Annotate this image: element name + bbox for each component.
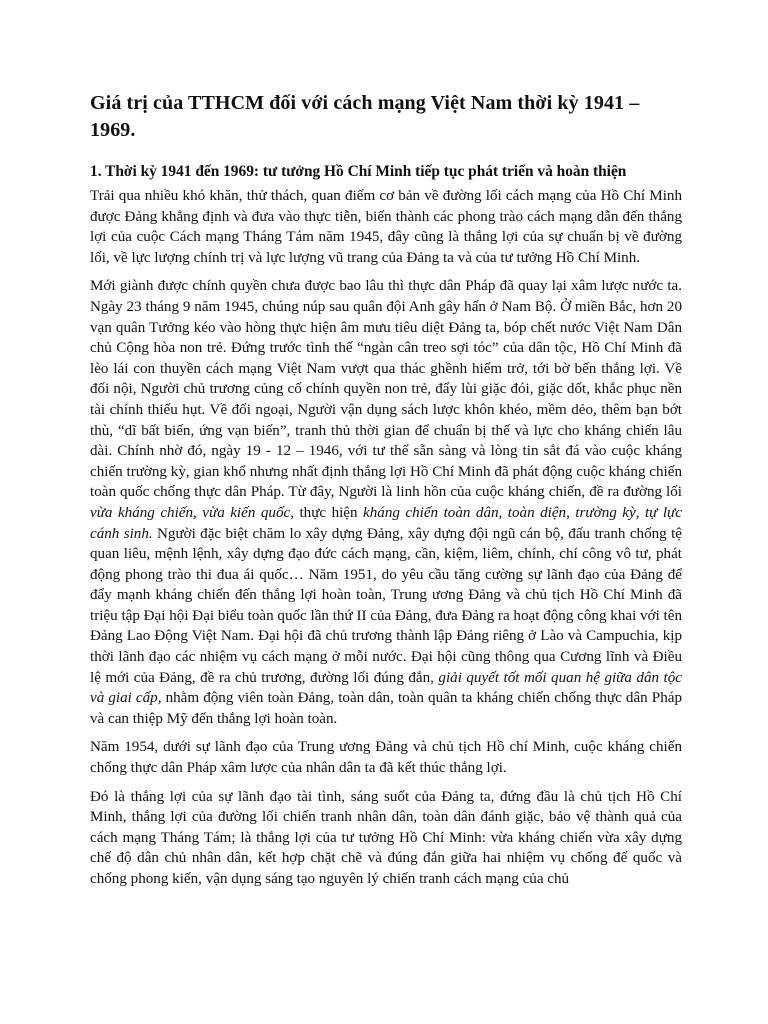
paragraph-2-part-c: thực hiện: [293, 504, 364, 521]
paragraph-3: Năm 1954, dưới sự lãnh đạo của Trung ương Đảng và chủ tịch Hồ chí Minh, cuộc kháng chiến chống thực dân Pháp xâm lược của nhân dân ta đã kết thúc thắng lợi.: [90, 739, 682, 777]
paragraph-4: Đó là thắng lợi của sự lãnh đạo tài tình, sáng suốt của Đảng ta, đứng đầu là chủ tịch Hồ Chí Minh, thắng lợi của đường lối chiến tranh nhân dân, toàn dân đánh giặc, bảo vệ thành quả của cách mạng Tháng Tám; là thắng lợi của tư tưởng Hồ Chí Minh: vừa kháng chiến vừa xây dựng chế độ dân chủ nhân dân, kết hợp chặt chẽ và đúng đắn giữa hai nhiệm vụ chống đế quốc và chống phong kiến, vận dụng sáng tạo nguyên lý chiến tranh cách mạng của chủ: [90, 788, 682, 887]
section-heading: 1. Thời kỳ 1941 đến 1969: tư tưởng Hồ Chí Minh tiếp tục phát triển và hoàn thiện: [90, 163, 627, 180]
paragraph-2-italic-3: giải quyết tốt mối quan hệ giữa dân tộc và giai cấp,: [90, 669, 682, 707]
paragraph-2-part-a: Mới giành được chính quyền chưa được bao lâu thì thực dân Pháp đã quay lại xâm lược nước ta. Ngày 23 tháng 9 năm 1945, chúng núp sau quân đội Anh gây hấn ở Nam Bộ. Ở miền Bắc, hơn 20 vạn quân Tưởng kéo vào hòng thực hiện âm mưu tiêu diệt Đảng ta, bóp chết nước Việt Nam Dân chủ Cộng hòa non trẻ. Đứng trước tình thế “ngàn cân treo sợi tóc” của dân tộc, Hồ Chí Minh đã lèo lái con thuyền cách mạng Việt Nam vượt qua thác ghềnh hiểm trở, tới bờ bến thắng lợi. Về đối nội, Người chủ trương củng cố chính quyền non trẻ, đẩy lùi giặc đói, giặc dốt, khắc phục nền tài chính thiếu hụt. Về đối ngoại, Người vận dụng sách lược khôn khéo, mềm dẻo, thêm bạn bớt thù, “dĩ bất biến, ứng vạn biến”, tranh thủ thời gian để chuẩn bị thế và lực cho kháng chiến lâu dài. Chính nhờ đó, ngày 19 - 12 – 1946, với tư thế sẵn sàng và lòng tin sắt đá vào cuộc kháng chiến trường kỳ, gian khổ nhưng nhất định thắng lợi Hồ Chí Minh đã phát động cuộc kháng chiến toàn quốc chống thực dân Pháp. Từ đây, Người là linh hồn của cuộc kháng chiến, đề ra đường lối: [90, 278, 682, 501]
paragraph-2-part-e: Người đặc biệt chăm lo xây dựng Đảng, xây dựng đội ngũ cán bộ, đấu tranh chống tệ quan liêu, mệnh lệnh, xây dựng đạo đức cách mạng, cần, kiệm, liêm, chính, chí công vô tư, phát động phong trào thi đua ái quốc… Năm 1951, do yêu cầu tăng cường sự lãnh đạo của Đảng để đẩy mạnh kháng chiến đến thắng lợi hoàn toàn, Trung ương Đảng và chủ tịch Hồ Chí Minh đã triệu tập Đại hội Đại biểu toàn quốc lần thứ II của Đảng, đưa Đảng ra hoạt động công khai với tên Đảng Lao Động Việt Nam. Đại hội đã chủ trương thành lập Đảng riêng ở Lào và Campuchia, kịp thời lãnh đạo các nhiệm vụ cách mạng ở mỗi nước. Đại hội cũng thông qua Cương lĩnh và Điều lệ mới của Đảng, đề ra chủ trương, đường lối đúng đắn,: [90, 525, 682, 686]
paragraph-2-italic-1: vừa kháng chiến, vừa kiến quốc,: [90, 504, 294, 521]
document-title: Giá trị của TTHCM đối với cách mạng Việt Nam thời kỳ 1941 – 1969.: [90, 92, 640, 141]
paragraph-2-italic-2: kháng chiến toàn dân, toàn diện, trường kỳ, tự lực cánh sinh.: [90, 504, 682, 542]
paragraph-2-part-g: nhằm động viên toàn Đảng, toàn dân, toàn quân ta kháng chiến chống thực dân Pháp và can thiệp Mỹ đến thắng lợi hoàn toàn.: [90, 690, 682, 727]
paragraph-1: Trải qua nhiều khó khăn, thử thách, quan điểm cơ bản về đường lối cách mạng của Hồ Chí Minh được Đảng khẳng định và đưa vào thực tiễn, biến thành các phong trào cách mạng dẫn đến thắng lợi của cuộc Cách mạng Tháng Tám năm 1945, đây cũng là thắng lợi của sự chuẩn bị về đường lối, về lực lượng chính trị và lực lượng vũ trang của Đảng ta và của tư tưởng Hồ Chí Minh.: [90, 188, 682, 266]
paragraph-2: [90, 276, 682, 729]
